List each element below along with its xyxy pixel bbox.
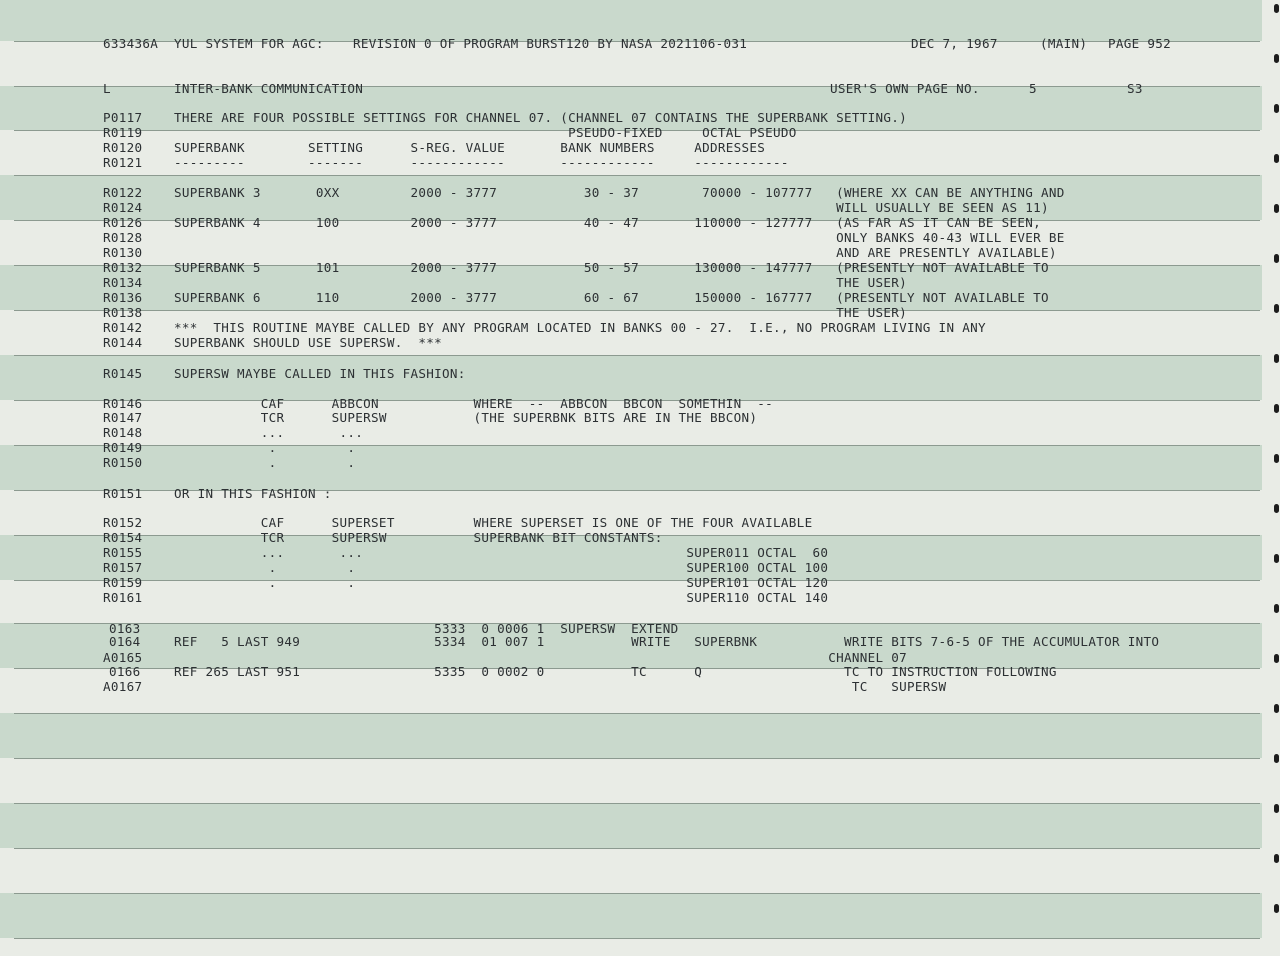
line-label: R0159 <box>103 575 143 590</box>
line-label: R0132 <box>103 260 143 275</box>
line-text: WILL USUALLY BE SEEN AS 11) <box>174 200 1049 215</box>
sheet-code: S3 <box>1127 81 1143 96</box>
line-text: PSEUDO-FIXED OCTAL PSEUDO <box>174 125 797 140</box>
line-label: R0128 <box>103 230 143 245</box>
line-label: R0134 <box>103 275 143 290</box>
line-text: REF 265 LAST 951 5335 0 0002 0 TC Q TC TO INSTRUCTION FOLLOWING <box>174 664 1057 679</box>
line-text: THE USER) <box>174 305 908 320</box>
line-text: ONLY BANKS 40-43 WILL EVER BE <box>174 230 1065 245</box>
line-text: TCR SUPERSW (THE SUPERBNK BITS ARE IN THE BBCON) <box>174 410 758 425</box>
line-text: AND ARE PRESENTLY AVAILABLE) <box>174 245 1057 260</box>
revision-info: REVISION 0 OF PROGRAM BURST120 BY NASA 2021106-031 <box>353 36 748 51</box>
line-label: R0119 <box>103 125 143 140</box>
line-label: R0150 <box>103 455 143 470</box>
line-text: SUPERBANK 3 0XX 2000 - 3777 30 - 37 70000 - 107777 (WHERE XX CAN BE ANYTHING AND <box>174 185 1065 200</box>
page-number: PAGE 952 <box>1108 36 1172 51</box>
line-text: . . SUPER101 OCTAL 120 <box>174 575 829 590</box>
line-label: R0136 <box>103 290 143 305</box>
line-label: R0145 <box>103 366 143 381</box>
line-label: R0154 <box>103 530 143 545</box>
line-label: R0124 <box>103 200 143 215</box>
line-text: SUPERSW MAYBE CALLED IN THIS FASHION: <box>174 366 466 381</box>
own-page-number: 5 <box>1029 81 1037 96</box>
line-label: R0121 <box>103 155 143 170</box>
line-text: ... ... SUPER011 OCTAL 60 <box>174 545 829 560</box>
line-label: R0144 <box>103 335 143 350</box>
line-label: R0126 <box>103 215 143 230</box>
line-label: R0138 <box>103 305 143 320</box>
line-text: SUPER110 OCTAL 140 <box>174 590 829 605</box>
line-text: SUPERBANK 5 101 2000 - 3777 50 - 57 130000 - 147777 (PRESENTLY NOT AVAILABLE TO <box>174 260 1049 275</box>
line-text: SUPERBANK 4 100 2000 - 3777 40 - 47 110000 - 127777 (AS FAR AS IT CAN BE SEEN, <box>174 215 1042 230</box>
section-code: L <box>103 81 111 96</box>
line-label: 0163 <box>109 621 141 636</box>
line-text: . . <box>174 455 356 470</box>
print-date: DEC 7, 1967 <box>911 36 998 51</box>
line-label: R0146 <box>103 396 143 411</box>
line-text: CHANNEL 07 <box>174 650 908 665</box>
line-label: R0161 <box>103 590 143 605</box>
line-text: SUPERBANK SHOULD USE SUPERSW. *** <box>174 335 442 350</box>
section-title: INTER-BANK COMMUNICATION <box>174 81 364 96</box>
line-text: REF 5 LAST 949 5334 01 007 1 WRITE SUPERBNK WRITE BITS 7-6-5 OF THE ACCUMULATOR INTO <box>174 634 1160 649</box>
line-label: R0148 <box>103 425 143 440</box>
line-label: P0117 <box>103 110 143 125</box>
line-text: ... ... <box>174 425 364 440</box>
line-label: R0147 <box>103 410 143 425</box>
line-label: R0151 <box>103 486 143 501</box>
line-label: 0164 <box>109 634 141 649</box>
line-text: CAF ABBCON WHERE -- ABBCON BBCON SOMETHIN -- <box>174 396 774 411</box>
line-text: . . SUPER100 OCTAL 100 <box>174 560 829 575</box>
run-mode: (MAIN) <box>1040 36 1088 51</box>
line-text: TCR SUPERSW SUPERBANK BIT CONSTANTS: <box>174 530 663 545</box>
line-text: *** THIS ROUTINE MAYBE CALLED BY ANY PROGRAM LOCATED IN BANKS 00 - 27. I.E., NO PROGRAM LIVING IN ANY <box>174 320 986 335</box>
line-label: A0165 <box>103 650 143 665</box>
line-label: R0142 <box>103 320 143 335</box>
line-text: --------- ------- ------------ ------------ ------------ <box>174 155 789 170</box>
line-text: . . <box>174 440 356 455</box>
line-text: OR IN THIS FASHION : <box>174 486 332 501</box>
line-label: R0155 <box>103 545 143 560</box>
line-text: THERE ARE FOUR POSSIBLE SETTINGS FOR CHANNEL 07. (CHANNEL 07 CONTAINS THE SUPERBANK SETTING.) <box>174 110 908 125</box>
line-label: R0122 <box>103 185 143 200</box>
line-text: TC SUPERSW <box>174 679 947 694</box>
line-text: SUPERBANK SETTING S-REG. VALUE BANK NUMBERS ADDRESSES <box>174 140 766 155</box>
own-page-label: USER'S OWN PAGE NO. <box>830 81 980 96</box>
line-label: R0130 <box>103 245 143 260</box>
line-text: 5333 0 0006 1 SUPERSW EXTEND <box>174 621 679 636</box>
line-label: 0166 <box>109 664 141 679</box>
line-text: SUPERBANK 6 110 2000 - 3777 60 - 67 150000 - 167777 (PRESENTLY NOT AVAILABLE TO <box>174 290 1049 305</box>
listing-id: 633436A <box>103 36 159 51</box>
line-label: R0157 <box>103 560 143 575</box>
line-label: R0149 <box>103 440 143 455</box>
system-name: YUL SYSTEM FOR AGC: <box>174 36 324 51</box>
line-label: R0120 <box>103 140 143 155</box>
line-text: CAF SUPERSET WHERE SUPERSET IS ONE OF THE FOUR AVAILABLE <box>174 515 813 530</box>
line-label: R0152 <box>103 515 143 530</box>
line-label: A0167 <box>103 679 143 694</box>
line-text: THE USER) <box>174 275 908 290</box>
